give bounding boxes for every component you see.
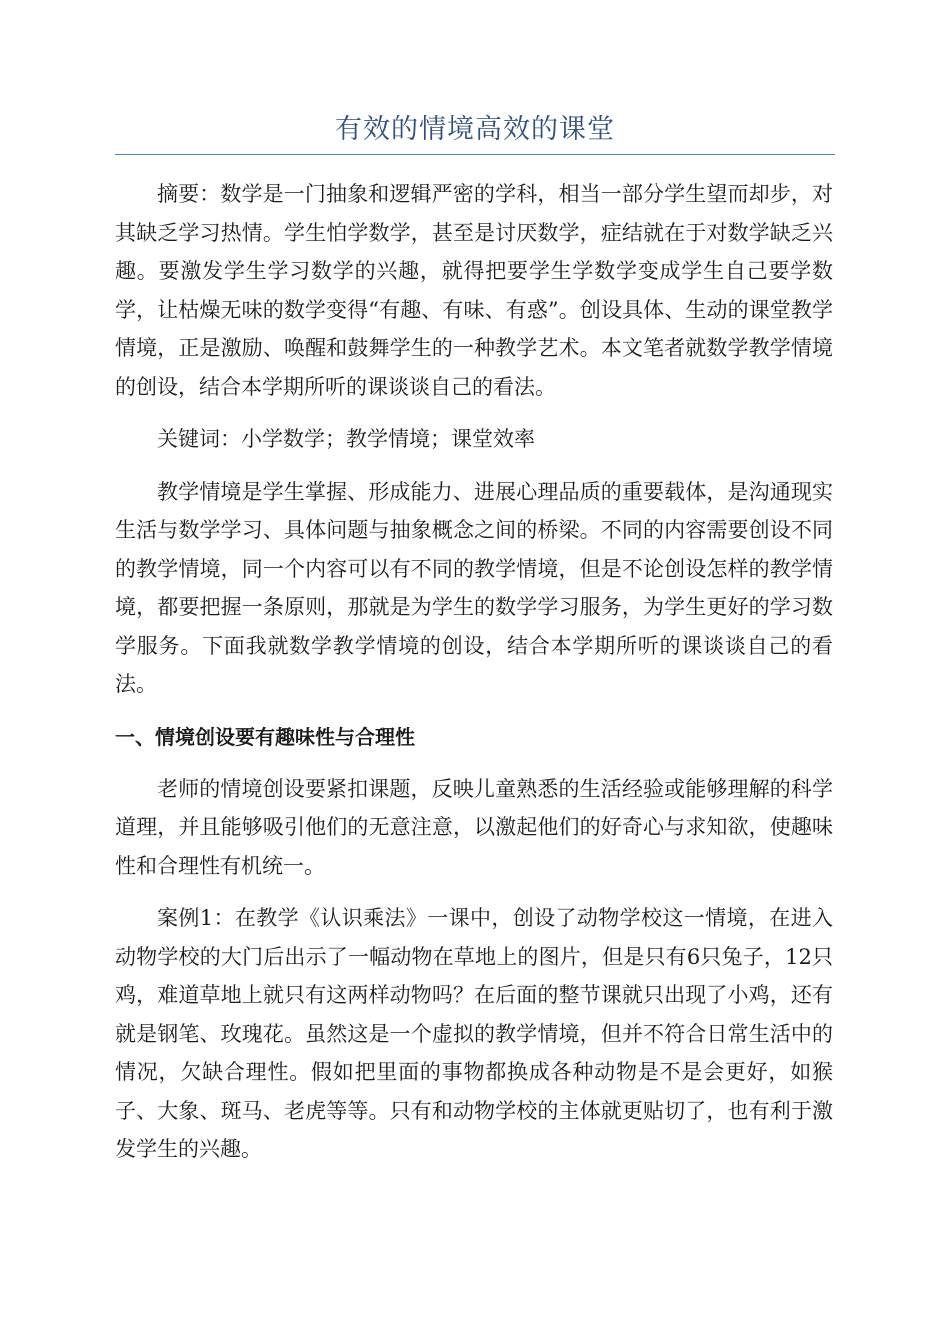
case-paragraph: 案例1：在教学《认识乘法》一课中，创设了动物学校这一情境，在进入动物学校的大门后出示了一幅动物在草地上的图片，但是只有6只兔子，12只鸡，难道草地上就只有这两样动物吗？在后面的整节课就只出现了小鸡，还有就是钢笔、玫瑰花。虽然这是一个虚拟的教学情境，但并不符合日常生活中的情况，欠缺合理性。假如把里面的事物都换成各种动物是不是会更好，如猴子、大象、斑马、老虎等等。只有和动物学校的主体就更贴切了，也有利于激发学生的兴趣。 — [115, 906, 833, 1161]
section-paragraph: 老师的情境创设要紧扣课题，反映儿童熟悉的生活经验或能够理解的科学道理，并且能够吸引他们的无意注意，以激起他们的好奇心与求知欲，使趣味性和合理性有机统一。 — [115, 776, 833, 878]
title-underline — [115, 154, 835, 155]
section-heading: 一、情境创设要有趣味性与合理性 — [115, 724, 415, 749]
document-title: 有效的情境高效的课堂 — [335, 114, 615, 145]
document-body — [115, 175, 833, 1169]
keywords-paragraph: 关键词：小学数学；教学情境；课堂效率 — [157, 427, 535, 451]
intro-paragraph: 教学情境是学生掌握、形成能力、进展心理品质的重要载体，是沟通现实生活与数学学习、具体问题与抽象概念之间的桥梁。不同的内容需要创设不同的教学情境，同一个内容可以有不同的教学情境，但是不论创设怎样的教学情境，都要把握一条原则，那就是为学生的数学学习服务，为学生更好的学习数学服务。下面我就数学教学情境的创设，结合本学期所听的课谈谈自己的看法。 — [115, 479, 833, 696]
abstract-paragraph: 摘要：数学是一门抽象和逻辑严密的学科，相当一部分学生望而却步，对其缺乏学习热情。学生怕学数学，甚至是讨厌数学，症结就在于对数学缺乏兴趣。要激发学生学习数学的兴趣，就得把要学生学数学变成学生自己要学数学，让枯燥无味的数学变得“有趣、有味、有惑”。创设具体、生动的课堂教学情境，正是激励、唤醒和鼓舞学生的一种教学艺术。本文笔者就数学教学情境的创设，结合本学期所听的课谈谈自己的看法。 — [115, 182, 833, 399]
